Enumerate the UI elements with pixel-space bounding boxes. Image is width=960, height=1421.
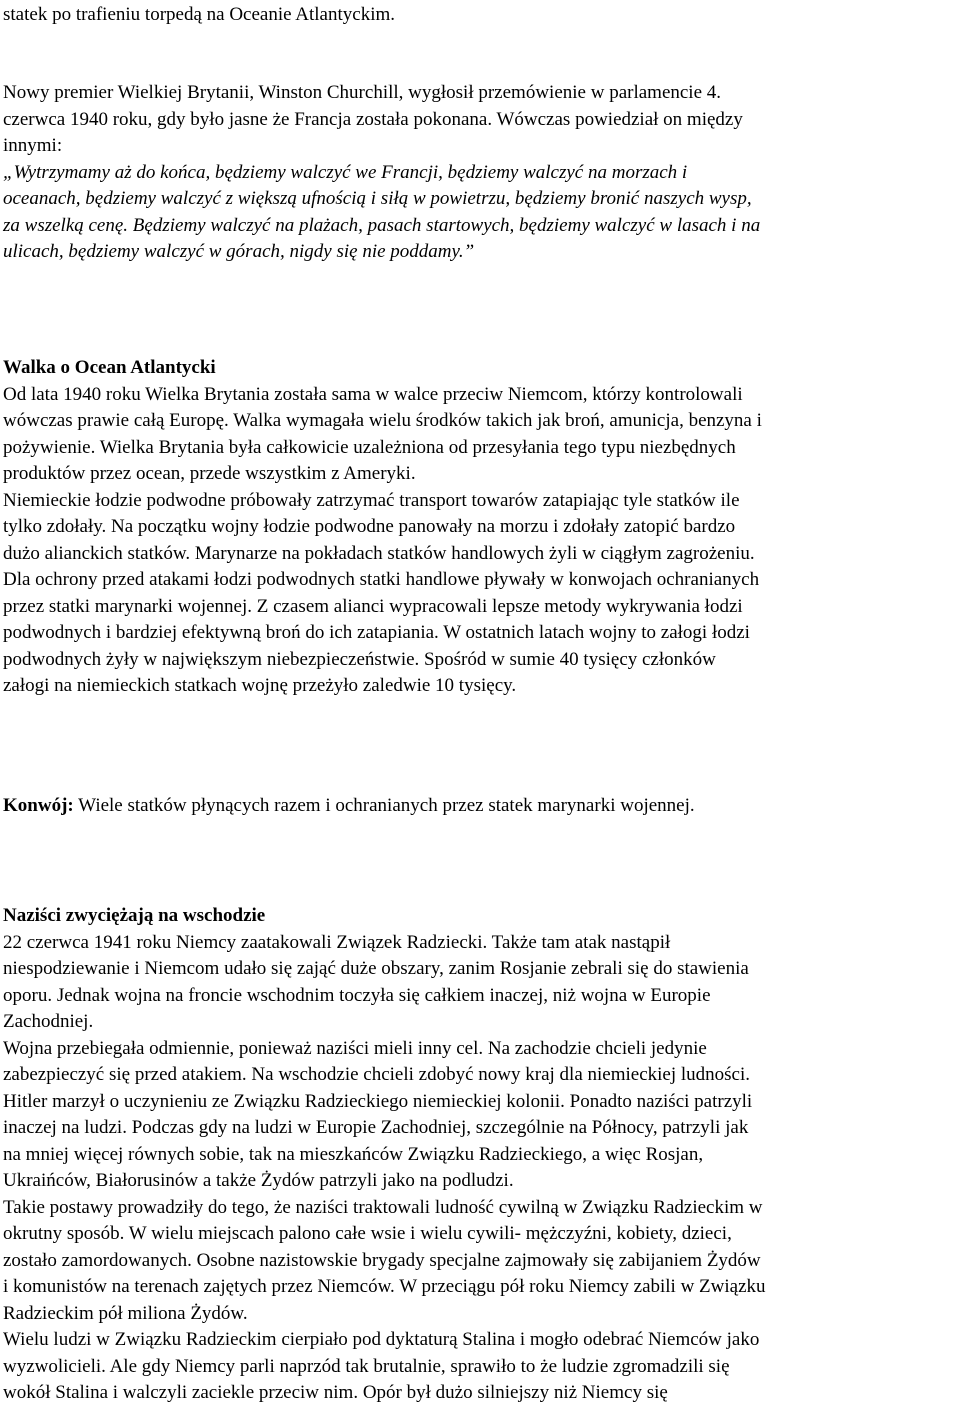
text-line: Ukraińców, Białorusinów a także Żydów patrzyli jako na podludzi. — [3, 1170, 514, 1191]
text-line: Dla ochrony przed atakami łodzi podwodnych statki handlowe pływały w konwojach ochranianych — [3, 569, 760, 590]
text-line: tylko zdołały. Na początku wojny łodzie podwodne panowały na morzu i zdołały zatopić bardzo — [3, 516, 736, 537]
text-line: Zachodniej. — [3, 1011, 94, 1032]
text-line: statek po trafieniu torpedą na Oceanie Atlantyckim. — [3, 4, 395, 25]
text-line: Niemieckie łodzie podwodne próbowały zatrzymać transport towarów zatapiając tyle statków ile — [3, 489, 740, 511]
atlantic-section — [3, 355, 955, 700]
churchill-paragraph — [3, 80, 955, 266]
text-line: Wielu ludzi w Związku Radzieckim cierpiało pod dyktaturą Stalina i mogło odebrać Niemców jako — [3, 1329, 760, 1350]
definition-text: Wiele statków płynących razem i ochranianych przez statek marynarki wojennej. — [73, 795, 695, 816]
section-heading: Walka o Ocean Atlantycki — [3, 357, 216, 378]
text-line: Hitler marzył o uczynieniu ze Związku Radzieckiego niemieckiej kolonii. Ponadto naziści patrzyli — [3, 1090, 753, 1112]
text-line: wyzwolicieli. Ale gdy Niemcy parli naprzód tak brutalnie, sprawiło to że ludzie zgromadzili się — [3, 1355, 730, 1377]
text-line: podwodnych żyły w największym niebezpieczeństwie. Spośród w sumie 40 tysięcy członków — [3, 648, 716, 670]
text-line: inaczej na ludzi. Podczas gdy na ludzi w Europie Zachodniej, szczególnie na Północy, patrzyli jak — [3, 1117, 749, 1138]
text-line: Radzieckim pół miliona Żydów. — [3, 1302, 248, 1324]
text-line: oporu. Jednak wojna na froncie wschodnim toczyła się całkiem inaczej, niż wojna w Europie — [3, 984, 711, 1006]
section-heading: Naziści zwyciężają na wschodzie — [3, 905, 266, 926]
text-line: Od lata 1940 roku Wielka Brytania została sama w walce przeciw Niemcom, którzy kontrolowali — [3, 383, 743, 405]
quote-line: oceanach, będziemy walczyć z większą ufnością i siłą w powietrzu, będziemy bronić naszych wysp, — [3, 188, 752, 209]
definition-term: Konwój: — [3, 795, 74, 816]
convoy-definition — [3, 793, 955, 820]
quote-line: „Wytrzymamy aż do końca, będziemy walczyć we Francji, będziemy walczyć na morzach i — [3, 161, 688, 183]
text-line: zostało zamordowanych. Osobne nazistowskie brygady specjalne zajmowały się zabijaniem Żydów — [3, 1249, 761, 1271]
text-line: na mniej więcej równych sobie, tak na mieszkańców Związku Radzieckiego, a więc Rosjan, — [3, 1143, 704, 1165]
text-line: wówczas prawie całą Europę. Walka wymagała wielu środków takich jak broń, amunicja, benzyna i — [3, 410, 762, 431]
quote-line: ulicach, będziemy walczyć w górach, nigdy się nie poddamy.” — [3, 241, 475, 262]
east-section — [3, 903, 955, 1407]
quote-line: za wszelką cenę. Będziemy walczyć na plażach, pasach startowych, będziemy walczyć w lasach i na — [3, 214, 761, 236]
text-line: i komunistów na terenach zajętych przez Niemców. W przeciągu pół roku Niemcy zabili w Związku — [3, 1276, 766, 1297]
text-line: okrutny sposób. W wielu miejscach palono całe wsie i wielu cywili- mężczyźni, kobiety, dzieci, — [3, 1223, 732, 1244]
text-line: innymi: — [3, 135, 63, 156]
text-line: przez statki marynarki wojennej. Z czasem alianci wypracowali lepsze metody wykrywania łodzi — [3, 595, 743, 617]
text-line: 22 czerwca 1941 roku Niemcy zaatakowali Związek Radziecki. Także tam atak nastąpił — [3, 931, 671, 953]
text-line: podwodnych i bardziej efektywną broń do ich zatapiania. W ostatnich latach wojny to załogi łodzi — [3, 622, 750, 643]
text-line: niespodziewanie i Niemcom udało się zająć duże obszary, zanim Rosjanie zebrali się do stawienia — [3, 958, 749, 979]
text-line: czerwca 1940 roku, gdy było jasne że Francja została pokonana. Wówczas powiedział on między — [3, 108, 743, 130]
text-line: pożywienie. Wielka Brytania była całkowicie uzależniona od przesyłania tego typu niezbędnych — [3, 436, 736, 458]
text-line: dużo alianckich statków. Marynarze na pokładach statków handlowych żyli w ciągłym zagrożeniu. — [3, 542, 755, 564]
text-line: Nowy premier Wielkiej Brytanii, Winston Churchill, wygłosił przemówienie w parlamencie 4. — [3, 82, 722, 103]
text-line: załogi na niemieckich statkach wojnę przeżyło zaledwie 10 tysięcy. — [3, 675, 517, 696]
text-line: Wojna przebiegała odmiennie, ponieważ naziści mieli inny cel. Na zachodzie chcieli jedynie — [3, 1037, 707, 1059]
text-line: wokół Stalina i walczyli zaciekle przeciw nim. Opór był dużo silniejszy niż Niemcy się — [3, 1382, 668, 1403]
intro-tail-text — [3, 2, 955, 29]
text-line: zabezpieczyć się przed atakiem. Na wschodzie chcieli zdobyć nowy kraj dla niemieckiej ludności. — [3, 1064, 751, 1085]
text-line: Takie postawy prowadziły do tego, że naziści traktowali ludność cywilną w Związku Radzieckim w — [3, 1196, 763, 1218]
text-line: produktów przez ocean, przede wszystkim z Ameryki. — [3, 463, 416, 484]
definition-line — [3, 793, 955, 820]
